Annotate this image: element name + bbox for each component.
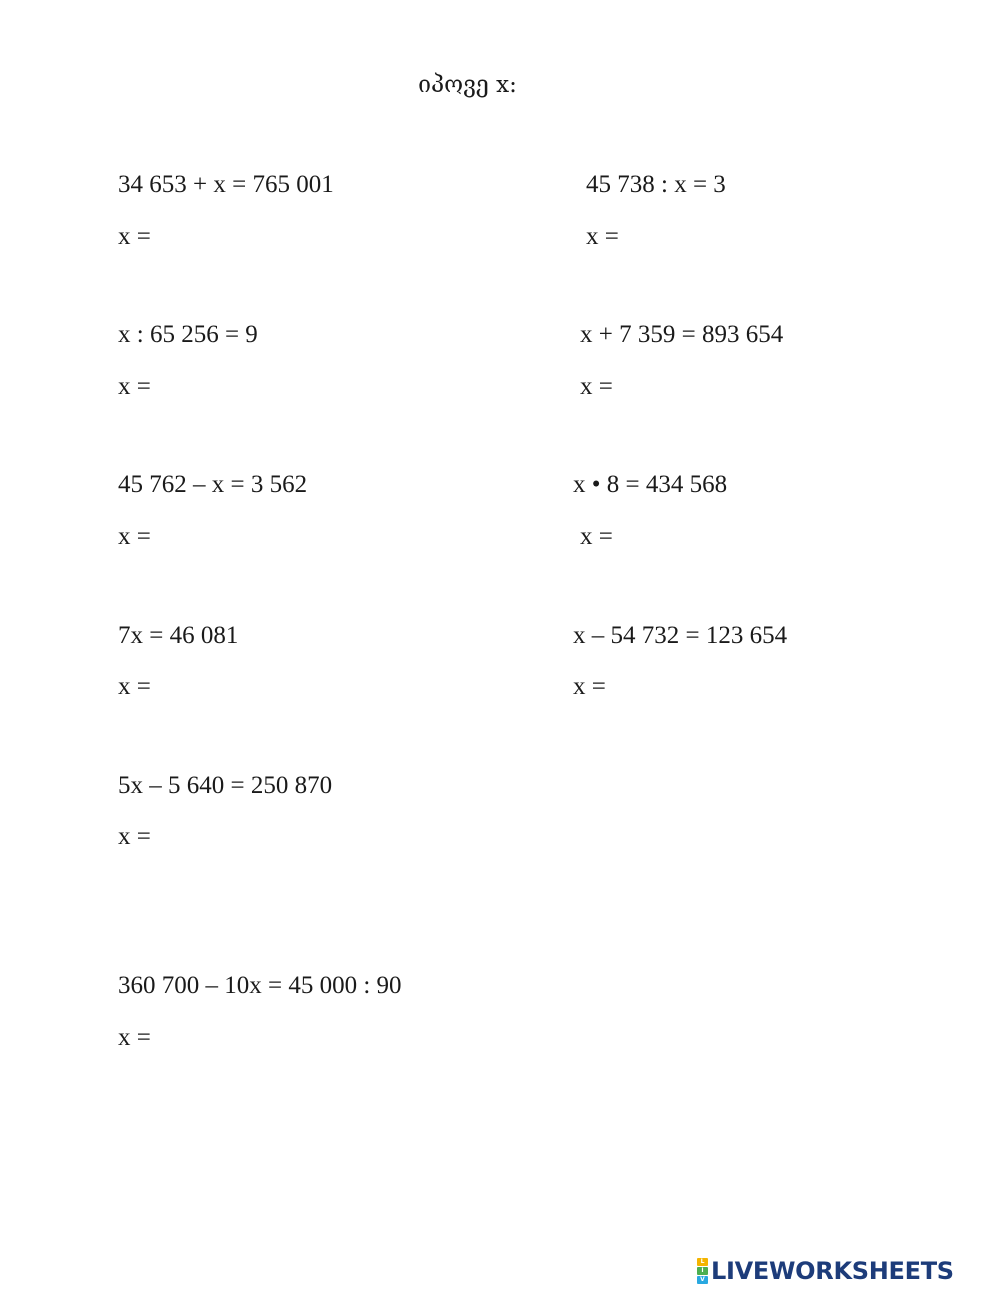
answer-field-2[interactable]: x = — [586, 223, 619, 250]
answer-field-5[interactable]: x = — [118, 523, 151, 550]
logo-block-i: I — [697, 1267, 708, 1275]
logo-block-l: L — [697, 1258, 708, 1266]
logo-text: LIVEWORKSHEETS — [711, 1257, 954, 1285]
answer-field-6[interactable]: x = — [580, 523, 613, 550]
equation-6: x • 8 = 434 568 — [573, 471, 728, 498]
equation-4: x + 7 359 = 893 654 — [580, 321, 784, 348]
answer-field-7[interactable]: x = — [118, 673, 151, 700]
answer-field-10[interactable]: x = — [118, 1024, 151, 1051]
equation-2: 45 738 : x = 3 — [586, 171, 726, 198]
equation-5: 45 762 – x = 3 562 — [118, 471, 308, 498]
answer-field-4[interactable]: x = — [580, 373, 613, 400]
equation-9: 5x – 5 640 = 250 870 — [118, 772, 333, 799]
answer-field-1[interactable]: x = — [118, 223, 151, 250]
equation-3: x : 65 256 = 9 — [118, 321, 258, 348]
liveworksheets-logo — [697, 1256, 954, 1286]
answer-field-9[interactable]: x = — [118, 823, 151, 850]
answer-field-3[interactable]: x = — [118, 373, 151, 400]
equation-8: x – 54 732 = 123 654 — [573, 622, 788, 649]
page-title: იპოვე x: — [418, 72, 517, 98]
equation-1: 34 653 + x = 765 001 — [118, 171, 334, 198]
logo-block-v: V — [697, 1276, 708, 1284]
equation-7: 7x = 46 081 — [118, 622, 239, 649]
logo-blocks-icon — [697, 1258, 708, 1284]
equation-10: 360 700 – 10x = 45 000 : 90 — [118, 972, 402, 999]
answer-field-8[interactable]: x = — [573, 673, 606, 700]
